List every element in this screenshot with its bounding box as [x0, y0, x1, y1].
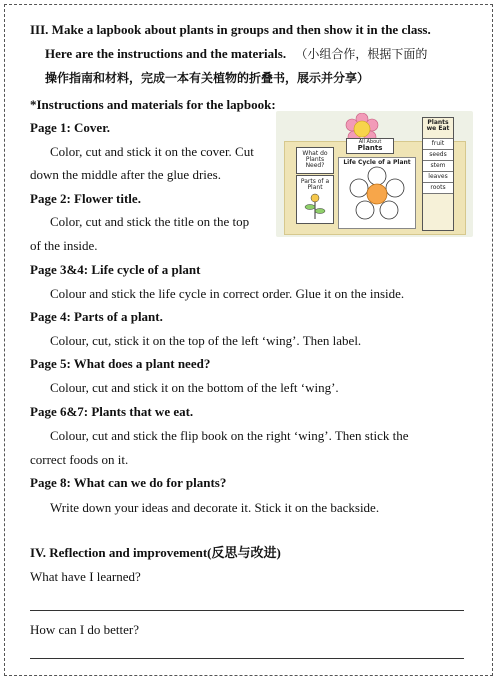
- flipbook-tab-stem: stem: [423, 160, 453, 171]
- plants-we-eat-flipbook: [422, 117, 454, 231]
- answer-line-1[interactable]: [30, 610, 464, 611]
- section3-heading-cn2: 操作指南和材料，完成一本有关植物的折叠书，展示并分享）: [45, 71, 370, 85]
- section3-heading-cn1: （小组合作，根据下面的: [295, 47, 428, 61]
- question-better: How can I do better?: [30, 622, 140, 637]
- section4-heading: IV. Reflection and improvement(反思与改进): [30, 545, 281, 560]
- section3-heading-en2: Here are the instructions and the materials.: [45, 46, 287, 61]
- page4-title: Page 4: Parts of a plant.: [30, 309, 163, 324]
- parts-of-plant-label: Parts of a Plant: [300, 178, 330, 191]
- page6-text-1: Colour, cut and stick the flip book on the right ‘wing’. Then stick the: [50, 428, 409, 443]
- page4-text-1: Colour, cut, stick it on the top of the left ‘wing’. Then label.: [50, 333, 362, 348]
- page2-title: Page 2: Flower title.: [30, 191, 141, 206]
- plants-title-top: All About: [358, 139, 382, 145]
- section3-heading-line2: [45, 45, 427, 63]
- worksheet-page: [4, 4, 493, 676]
- page5-text-1: Colour, cut and stick it on the bottom of the left ‘wing’.: [50, 380, 339, 395]
- page3-title: Page 3&4: Life cycle of a plant: [30, 262, 201, 277]
- answer-line-2[interactable]: [30, 658, 464, 659]
- plants-title-main: Plants: [357, 144, 383, 152]
- flipbook-title: Plants we Eat: [426, 119, 450, 132]
- plant-needs-card: What do Plants Need?: [296, 147, 334, 174]
- page5-title: Page 5: What does a plant need?: [30, 356, 211, 371]
- page8-text-1: Write down your ideas and decorate it. Stick it on the backside.: [50, 500, 380, 515]
- page6-text-2: correct foods on it.: [30, 452, 129, 467]
- plants-title-card: [346, 138, 394, 154]
- page1-title: Page 1: Cover.: [30, 120, 111, 135]
- life-cycle-wheel-icon: [345, 166, 409, 222]
- life-cycle-card: [338, 157, 416, 229]
- flipbook-tab-roots: roots: [423, 182, 453, 194]
- question-learned: What have I learned?: [30, 569, 141, 584]
- page3-text-1: Colour and stick the life cycle in correct order. Glue it on the inside.: [50, 286, 405, 301]
- section3-heading: III. Make a lapbook about plants in groups and then show it in the class.: [30, 22, 431, 37]
- lapbook-photo: [276, 111, 473, 237]
- page1-text-1: Color, cut and stick it on the cover. Cut: [50, 144, 254, 159]
- page8-title: Page 8: What can we do for plants?: [30, 475, 227, 490]
- plant-sketch-icon: [300, 191, 330, 221]
- page2-text-1: Color, cut and stick the title on the top: [50, 214, 250, 229]
- flipbook-tab-leaves: leaves: [423, 171, 453, 182]
- page2-text-2: of the inside.: [30, 238, 98, 253]
- instructions-subtitle: *Instructions and materials for the lapbook:: [30, 97, 276, 112]
- parts-of-plant-card: [296, 175, 334, 224]
- page1-text-2: down the middle after the glue dries.: [30, 167, 221, 182]
- flipbook-tab-fruit: fruit: [423, 138, 453, 149]
- life-cycle-label: Life Cycle of a Plant: [343, 159, 411, 166]
- flipbook-tab-seeds: seeds: [423, 149, 453, 160]
- page6-title: Page 6&7: Plants that we eat.: [30, 404, 194, 419]
